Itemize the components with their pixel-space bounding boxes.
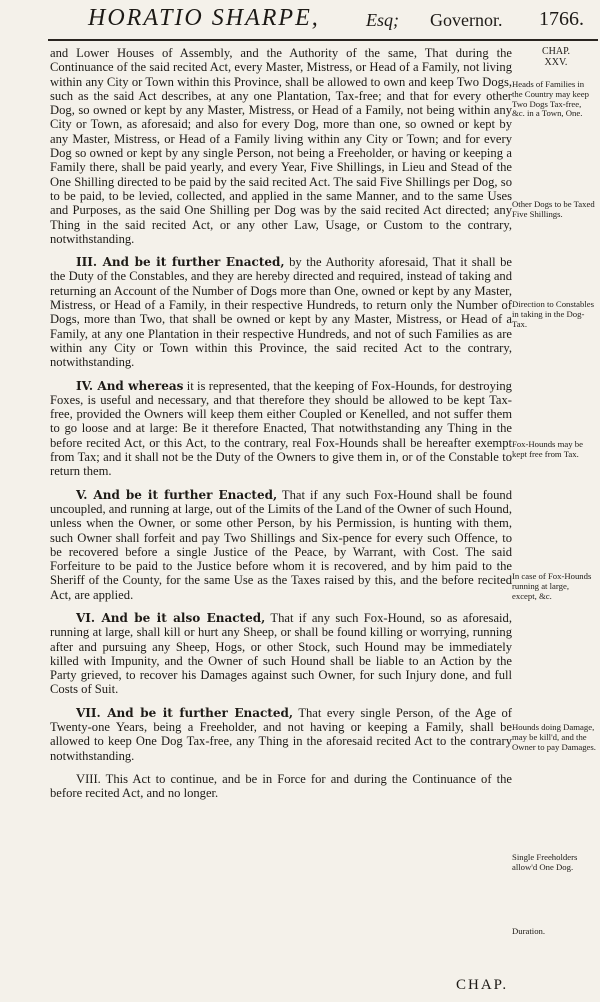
- side-note: In case of Fox-Hounds running at large, except, &c.: [512, 571, 592, 601]
- chapter-label: CHAP.: [541, 46, 571, 57]
- paragraph-section-5: [50, 488, 512, 602]
- section-lead: VII. And be it further Enacted,: [76, 705, 294, 720]
- paragraph-section-8: [50, 772, 512, 801]
- side-note: Heads of Families in the Country may keep Two Dogs Tax-free, &c. in a Town, One.: [512, 79, 589, 119]
- header-rule: [48, 39, 598, 41]
- paragraph-text: That if any such Fox-Hound, so as aforesaid, running at large, shall kill or hurt any Sheep, or shall be found killing or worrying, running after and pursuing any Sheep, Hogs, or other Stock, such Hound may be immediately killed with Impunity, and the Owner of such Hound shall be liable to an Action by the Party grieved, to recover his Damages against such Owner, for such Injury done, and full Costs of Suit.: [50, 610, 512, 697]
- section-lead: IV. And whereas: [76, 378, 184, 393]
- header-name: HORATIO SHARPE,: [88, 5, 320, 31]
- section-lead: VI. And be it also Enacted,: [76, 610, 266, 625]
- header-esq: Esq;: [366, 10, 399, 30]
- paragraph-section-3: [50, 255, 512, 369]
- side-note: Single Freeholders allow'd One Dog.: [512, 852, 578, 872]
- paragraph-text: This Act to continue, and be in Force for and during the Continuance of the before recited Act, and no longer.: [50, 771, 513, 801]
- side-note: Hounds doing Damage, may be kill'd, and the Owner to pay Damages.: [512, 722, 596, 752]
- side-note: Fox-Hounds may be kept free from Tax.: [512, 439, 583, 459]
- paragraph-text: it is represented, that the keeping of Fox-Hounds, for destroying Foxes, is useful and necessary, and that therefore they should be allowed to be kept Tax-free, provided the Owners will keep them either Coupled or Kenelled, and not suffer them to go loose and at large: Be it therefore Enacted, That notwithstanding any Thing in the before recited Act, or this Act, to the contrary, real Fox-Hounds shall be hereafter exempt from Tax; and it shall not be the Duty of the Owners to give them in, or of the Constable to return them.: [50, 378, 512, 479]
- section-lead: VIII.: [76, 771, 101, 786]
- next-chapter-label: CHAP.: [456, 977, 509, 993]
- section-lead: V. And be it further Enacted,: [76, 487, 278, 502]
- paragraph-text: That if any such Fox-Hound shall be found uncoupled, and running at large, out of the Limits of the Land of the Owner of such Hound, unless when the Owner, or some other Person, by his Permission, is hunting with them, such Owner shall forfeit and pay Two Shillings and Six-pence for every such Offence, to be recovered before a single Justice of the Peace, by Warrant, with Cost. The said Forfeiture to be paid to the Justice before whom it is recovered, and by him paid to the Sheriff of the County, for the same Use as the Taxes raised by this, and the before recited Act, are applied.: [50, 487, 512, 602]
- paragraph-section-7: [50, 706, 512, 763]
- chapter-number: XXV.: [544, 57, 568, 68]
- paragraph-section-6: [50, 611, 512, 697]
- paragraph-continuation: [50, 46, 512, 246]
- paragraph-text: by the Authority aforesaid, That it shall be the Duty of the Constables, and they are hereby directed and required, instead of taking and returning an Account of the Number of Dogs more than One, owned or kept by any Master, Mistress, or Head of a Family, in their respective Hundreds, to return only the Number of Dogs, more than Two, that shall be owned or kept by any Master, Mistress, or Head of a Family, at any one Plantation in their respective Hundreds, and not of such Families as are within any City or Town within this Province, the said recited Act to the contrary, notwithstanding.: [50, 255, 513, 370]
- side-note: Other Dogs to be Taxed Five Shillings.: [512, 199, 595, 219]
- side-note: Duration.: [512, 926, 546, 936]
- paragraph-text: That every single Person, of the Age of Twenty-one Years, being a Freeholder, and not having or keeping a Family, shall be allowed to keep One Dog Tax-free, any Thing in the aforesaid recited Act to the contrary notwithstanding.: [50, 705, 512, 763]
- header-governor: Governor.: [430, 10, 503, 30]
- chapter-marker: [516, 46, 596, 68]
- main-text: [50, 46, 512, 810]
- side-note: Direction to Constables in taking in the Dog-Tax.: [512, 299, 595, 329]
- section-lead: III. And be it further Enacted,: [76, 255, 285, 270]
- paragraph-text: and Lower Houses of Assembly, and the Authority of the same, That during the Continuance of the said recited Act, every Master, Mistress, or Head of a Family, not living within any City or Town within this Province, shall be allowed to own and keep Two Dogs, such as the said Act describes, at any one Plantation, Tax-free; and that for every other Dog, so owned or kept by any Master, Mistress, or Head of a Family, not being within any City or Town, as aforesaid; and also for every Dog, more than one, so owned or kept by any Master, Mistress, or Head of a Family living within any City or Town; and for every Dog so owned or kept by any single Person, not being a Freeholder, or having or keeping a Family there, shall be paid yearly, and every Year, Five Shillings, in Lieu and Stead of the One Shilling directed to be paid by the said recited Act. The said Five Shillings per Dog, so to be paid, to be levied, collected, and applied in the same Manner, and to the same Uses and Purposes, as the said One Shilling per Dog was by the said recited Act directed; any Thing in the said recited Act, or any other Law, Usage, or Custom to the contrary, notwithstanding.: [50, 46, 512, 246]
- paragraph-section-4: [50, 379, 512, 479]
- header-year: 1766.: [539, 8, 584, 30]
- page-header: [48, 4, 588, 38]
